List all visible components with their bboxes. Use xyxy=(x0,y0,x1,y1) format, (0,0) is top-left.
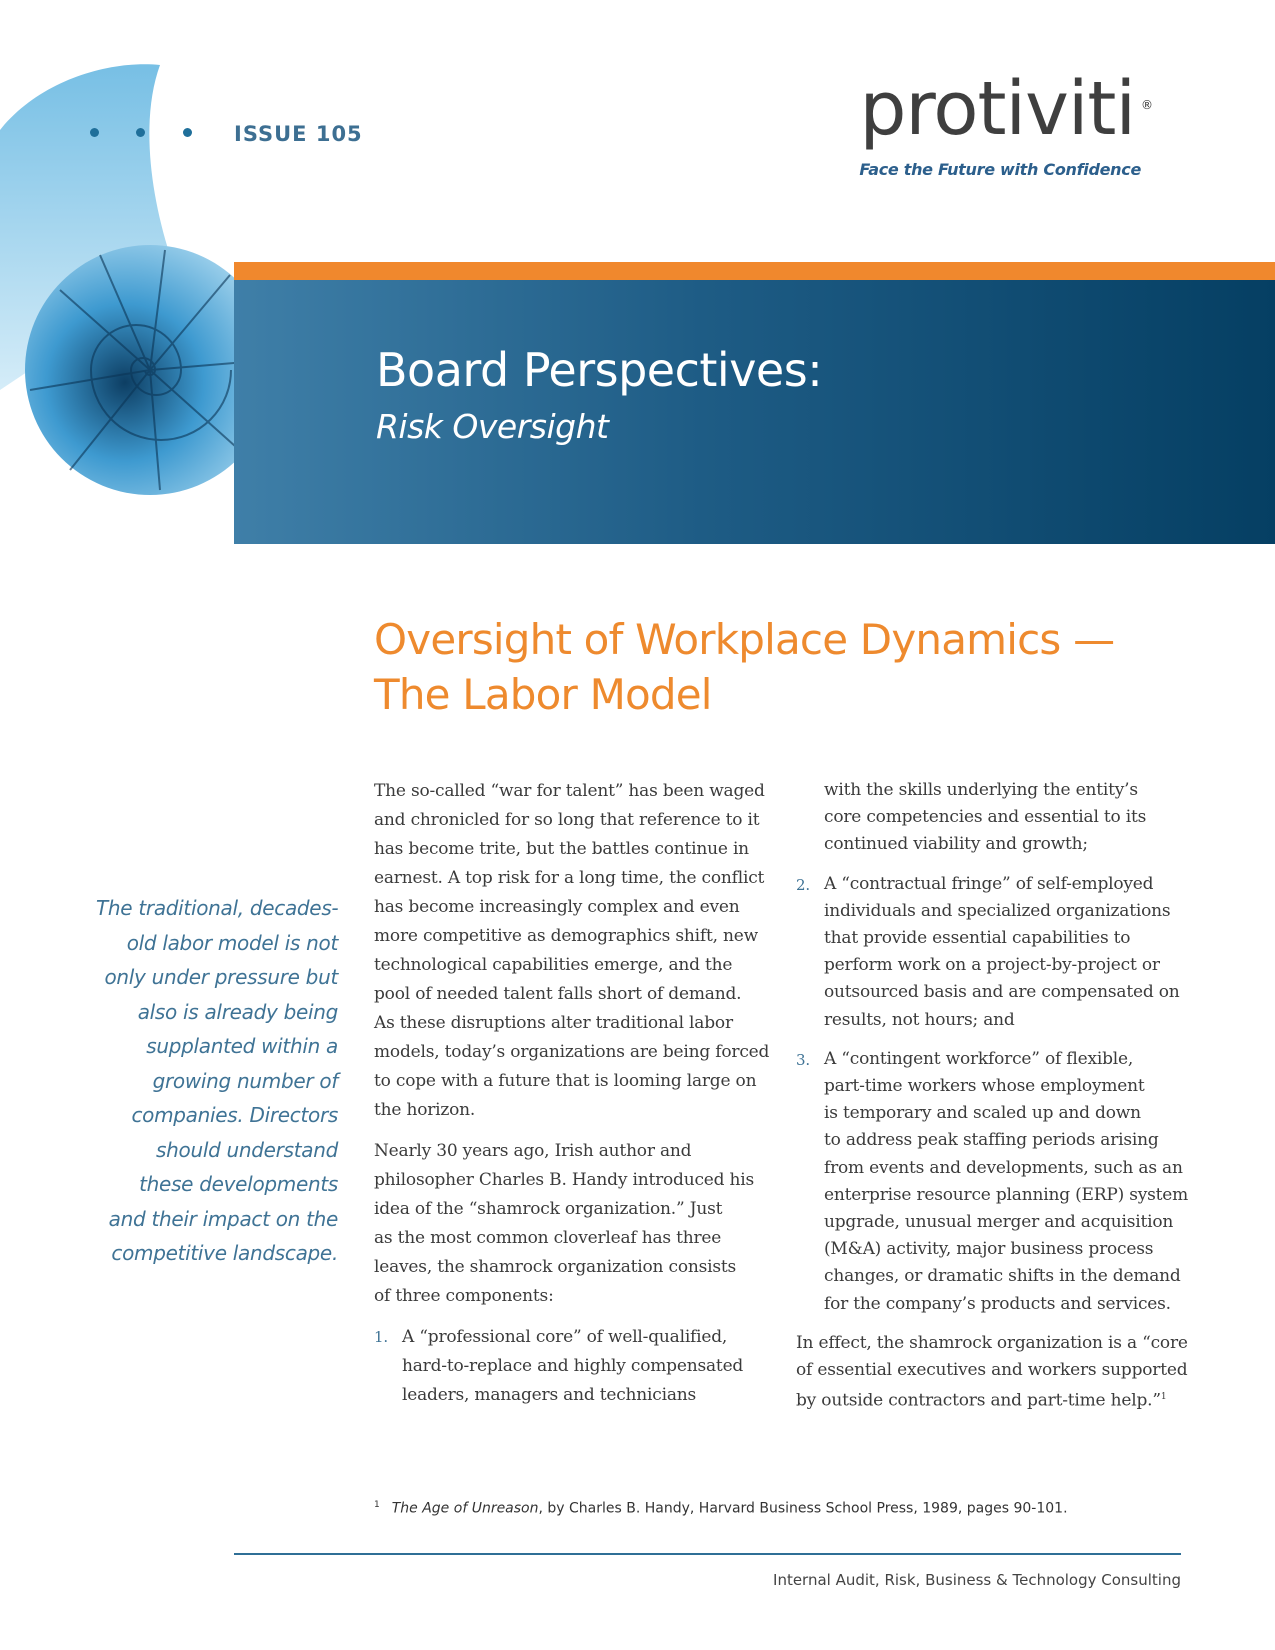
body-line: for the company’s products and services. xyxy=(824,1293,1171,1314)
pull-quote-line: and their impact on the xyxy=(108,1206,338,1231)
body-line: of essential executives and workers supported xyxy=(796,1360,1188,1381)
body-paragraph-2 xyxy=(374,1137,774,1311)
body-line: and chronicled for so long that reference to it xyxy=(374,810,760,830)
body-line-text: by outside contractors and part-time help.” xyxy=(796,1390,1161,1411)
body-line: has become increasingly complex and even xyxy=(374,897,740,917)
footnote-marker: 1 xyxy=(374,1500,380,1510)
body-line: perform work on a project-by-project or xyxy=(824,955,1160,976)
body-line: A “contingent workforce” of flexible, xyxy=(824,1048,1134,1069)
body-line: part-time workers whose employment xyxy=(824,1076,1145,1097)
body-paragraph-3 xyxy=(796,1330,1196,1415)
list-number: 1. xyxy=(374,1328,388,1346)
footer-text: Internal Audit, Risk, Business & Technology Consulting xyxy=(773,1571,1181,1589)
body-line: A “professional core” of well-qualified, xyxy=(402,1327,728,1347)
article-title-line: Oversight of Workplace Dynamics — xyxy=(374,615,1115,664)
body-line: the horizon. xyxy=(374,1100,476,1120)
body-line: models, today’s organizations are being forced xyxy=(374,1042,770,1062)
body-line: core competencies and essential to its xyxy=(824,807,1147,828)
pull-quote-line: growing number of xyxy=(152,1068,338,1093)
article-title xyxy=(374,612,1174,722)
body-line: leaves, the shamrock organization consists xyxy=(374,1257,737,1277)
body-line: earnest. A top risk for a long time, the conflict xyxy=(374,868,765,888)
body-line: of three components: xyxy=(374,1286,554,1306)
footnote-ref[interactable]: 1 xyxy=(1160,1392,1167,1403)
footer-divider xyxy=(234,1553,1181,1555)
body-line: (M&A) activity, major business process xyxy=(824,1239,1154,1260)
banner-title: Board Perspectives: xyxy=(376,343,823,397)
footnote xyxy=(374,1500,1068,1517)
body-line: Nearly 30 years ago, Irish author and xyxy=(374,1141,692,1161)
list-item-3 xyxy=(796,1046,1196,1318)
body-line: as the most common cloverleaf has three xyxy=(374,1228,722,1248)
body-line: from events and developments, such as an xyxy=(824,1157,1183,1178)
body-line: philosopher Charles B. Handy introduced his xyxy=(374,1170,755,1190)
list-number: 2. xyxy=(796,875,810,894)
list-item-2 xyxy=(796,871,1196,1034)
list-item-1-continued xyxy=(796,777,1196,859)
pull-quote-line: supplanted within a xyxy=(146,1034,338,1058)
logo-tagline: Face the Future with Confidence xyxy=(859,160,1141,179)
pull-quote-line: companies. Directors xyxy=(131,1103,338,1127)
list-number: 3. xyxy=(796,1050,810,1069)
body-line: changes, or dramatic shifts in the demand xyxy=(824,1266,1181,1287)
body-line: pool of needed talent falls short of demand. xyxy=(374,984,742,1004)
body-line: hard-to-replace and highly compensated xyxy=(402,1356,744,1376)
body-line: results, not hours; and xyxy=(824,1009,1015,1030)
pull-quote-line: should understand xyxy=(156,1137,338,1162)
footnote-text: , by Charles B. Handy, Harvard Business School Press, 1989, pages 90-101. xyxy=(538,1500,1068,1517)
body-line: idea of the “shamrock organization.” Just xyxy=(374,1199,723,1219)
list-item-1 xyxy=(374,1323,774,1410)
article-title-line: The Labor Model xyxy=(374,670,712,719)
pull-quote-line: these developments xyxy=(139,1172,338,1196)
pull-quote xyxy=(96,891,338,1271)
pull-quote-line: also is already being xyxy=(137,999,338,1024)
body-line: more competitive as demographics shift, new xyxy=(374,926,758,946)
protiviti-logo: protiviti xyxy=(859,66,1135,152)
body-line: As these disruptions alter traditional labor xyxy=(374,1013,733,1033)
pull-quote-line: only under pressure but xyxy=(104,965,338,989)
body-line: In effect, the shamrock organization is a “core xyxy=(796,1332,1188,1353)
body-line: enterprise resource planning (ERP) system xyxy=(824,1184,1189,1205)
body-line: to address peak staffing periods arising xyxy=(824,1130,1159,1151)
body-line xyxy=(796,1384,1196,1415)
body-line: upgrade, unusual merger and acquisition xyxy=(824,1212,1174,1233)
body-paragraph-1 xyxy=(374,777,774,1125)
footnote-book-title: The Age of Unreason xyxy=(391,1500,539,1517)
body-line: that provide essential capabilities to xyxy=(824,928,1131,949)
issue-label: ISSUE 105 xyxy=(234,122,363,146)
body-line: is temporary and scaled up and down xyxy=(824,1103,1141,1124)
banner-subtitle: Risk Oversight xyxy=(376,407,609,446)
body-line: has become trite, but the battles continue in xyxy=(374,839,749,859)
body-line: technological capabilities emerge, and the xyxy=(374,955,733,975)
body-line: leaders, managers and technicians xyxy=(402,1385,697,1405)
body-line: to cope with a future that is looming large on xyxy=(374,1071,757,1091)
body-line: with the skills underlying the entity’s xyxy=(824,780,1138,800)
registered-mark: ® xyxy=(1141,98,1153,112)
pull-quote-line: old labor model is not xyxy=(126,930,338,955)
pull-quote-line: The traditional, decades- xyxy=(96,896,339,920)
body-column-left xyxy=(374,777,774,1410)
body-column-right xyxy=(796,777,1196,1415)
orange-accent-bar xyxy=(234,262,1275,280)
body-line: outsourced basis and are compensated on xyxy=(824,982,1180,1003)
body-line: continued viability and growth; xyxy=(824,834,1088,855)
body-line: A “contractual fringe” of self-employed xyxy=(824,873,1154,894)
pull-quote-line: competitive landscape. xyxy=(111,1241,338,1265)
body-line: individuals and specialized organizations xyxy=(824,900,1171,921)
body-line: The so-called “war for talent” has been waged xyxy=(374,781,765,801)
